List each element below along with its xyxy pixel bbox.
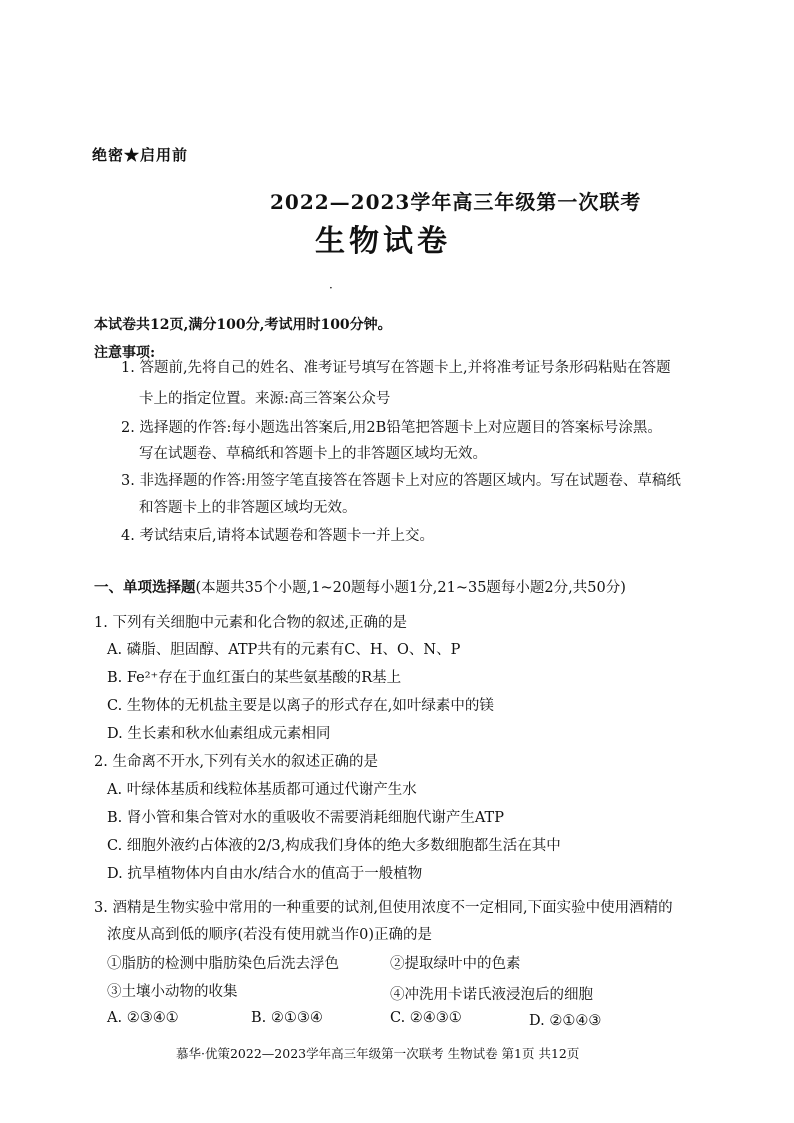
exam-info: 本试卷共12页,满分100分,考试用时100分钟。 [94, 317, 392, 333]
question-1-stem: 1. 下列有关细胞中元素和化合物的叙述,正确的是 [94, 615, 408, 631]
question-3-item-3: ③土壤小动物的收集 [107, 984, 238, 1000]
question-2-option-a: A. 叶绿体基质和线粒体基质都可通过代谢产生水 [107, 782, 417, 798]
notice-item-2-line-1: 2. 选择题的作答:每小题选出答案后,用2B铅笔把答题卡上对应题目的答案标号涂黑。 [121, 420, 662, 436]
page-footer: 慕华·优策2022—2023学年高三年级第一次联考 生物试卷 第1页 共12页 [176, 1046, 580, 1061]
notice-item-4: 4. 考试结束后,请将本试题卷和答题卡一并上交。 [121, 528, 435, 544]
question-2-option-c: C. 细胞外液约占体液的2/3,构成我们身体的绝大多数细胞都生活在其中 [107, 838, 561, 854]
question-3-stem-line-2: 浓度从高到低的顺序(若没有使用就当作0)正确的是 [107, 927, 433, 943]
question-3-item-2: ②提取绿叶中的色素 [390, 956, 521, 972]
question-2-option-b: B. 肾小管和集合管对水的重吸收不需要消耗细胞代谢产生ATP [107, 810, 504, 826]
question-3-option-a: A. ②③④① [107, 1010, 179, 1026]
question-1-option-d: D. 生长素和秋水仙素组成元素相同 [107, 726, 331, 742]
question-1-option-b: B. Fe²⁺存在于血红蛋白的某些氨基酸的R基上 [107, 670, 402, 686]
question-2-option-d: D. 抗旱植物体内自由水/结合水的值高于一般植物 [107, 866, 423, 882]
confidential-label: 绝密★启用前 [92, 146, 189, 164]
question-3-stem: 3. 酒精是生物实验中常用的一种重要的试剂,但使用浓度不一定相同,下面实验中使用酒精的 [94, 900, 673, 916]
question-3-item-1: ①脂肪的检测中脂肪染色后洗去浮色 [107, 956, 339, 972]
question-3-item-4: ④冲洗用卡诺氏液浸泡后的细胞 [390, 987, 593, 1003]
question-1-option-c: C. 生物体的无机盐主要是以离子的形式存在,如叶绿素中的镁 [107, 698, 494, 714]
subject-title: 生物试卷 [315, 224, 451, 259]
notice-item-1-line-2: 卡上的指定位置。来源:高三答案公众号 [139, 391, 391, 407]
question-1-option-a: A. 磷脂、胆固醇、ATP共有的元素有C、H、O、N、P [107, 642, 461, 658]
question-2-stem: 2. 生命离不开水,下列有关水的叙述正确的是 [94, 754, 379, 770]
notice-item-2-line-2: 写在试题卷、草稿纸和答题卡上的非答题区域均无效。 [139, 446, 487, 462]
exam-title: 2022—2023学年高三年级第一次联考 [270, 190, 642, 214]
question-3-option-d: D. ②①④③ [529, 1013, 602, 1029]
notice-heading: 注意事项: [94, 345, 156, 361]
section-heading [94, 576, 626, 597]
question-3-option-b: B. ②①③④ [251, 1010, 323, 1026]
title-dot: · [329, 281, 333, 295]
notice-item-3-line-1: 3. 非选择题的作答:用签字笔直接答在答题卡上对应的答题区域内。写在试题卷、草稿纸 [121, 473, 681, 489]
section-description: (本题共35个小题,1~20题每小题1分,21~35题每小题2分,共50分) [195, 580, 626, 596]
notice-item-1-line-1: 1. 答题前,先将自己的姓名、准考证号填写在答题卡上,并将准考证号条形码粘贴在答题 [121, 360, 671, 376]
question-3-option-c: C. ②④③① [390, 1010, 462, 1026]
section-title: 一、单项选择题 [94, 579, 196, 596]
notice-item-3-line-2: 和答题卡上的非答题区域均无效。 [139, 500, 357, 516]
